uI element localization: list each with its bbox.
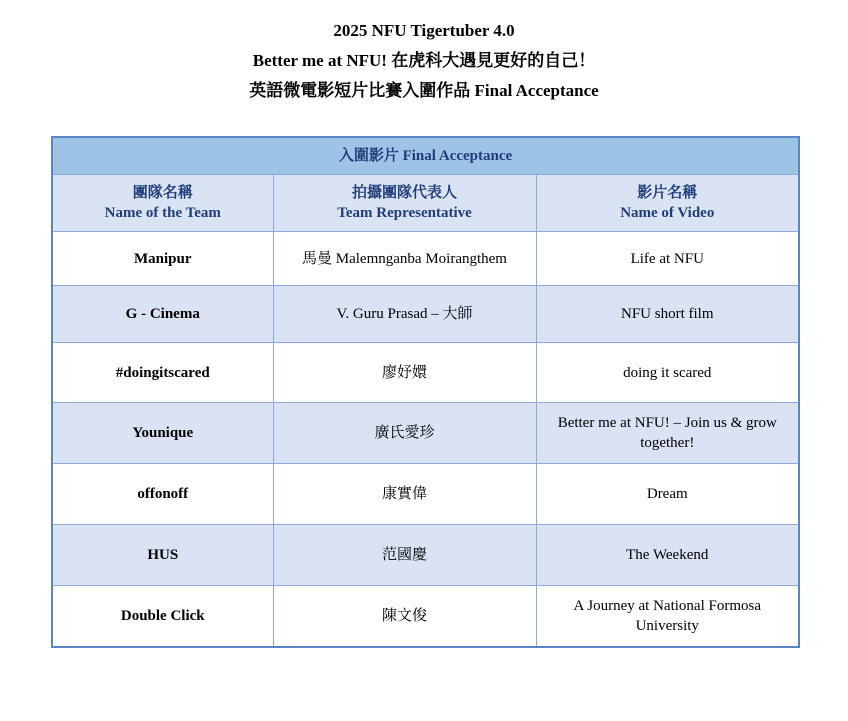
team-name-cell: Manipur (52, 232, 273, 286)
table-row (52, 525, 799, 586)
table-row (52, 232, 799, 286)
column-header-en: Team Representative (337, 205, 472, 221)
table-row (52, 586, 799, 647)
event-title: 2025 NFU Tigertuber 4.0 (333, 21, 515, 40)
video-name-cell: Better me at NFU! – Join us & grow together! (536, 403, 799, 464)
table-header-row (52, 175, 799, 232)
representative-cell: 陳文俊 (273, 586, 536, 647)
table-row (52, 343, 799, 403)
finalists-table (51, 136, 800, 648)
team-name-cell: Double Click (52, 586, 273, 647)
team-name-cell: HUS (52, 525, 273, 586)
column-header-en: Name of Video (620, 205, 715, 221)
table-title-row (52, 137, 799, 175)
representative-cell: 康實偉 (273, 464, 536, 525)
representative-cell: 范國慶 (273, 525, 536, 586)
column-header-representative (273, 175, 536, 232)
representative-cell: V. Guru Prasad – 大師 (273, 286, 536, 343)
competition-subtitle: 英語微電影短片比賽入圍作品 Final Acceptance (249, 81, 599, 100)
column-header-zh: 拍攝團隊代表人 (351, 185, 457, 201)
column-header-zh: 影片名稱 (637, 185, 698, 201)
table-row (52, 464, 799, 525)
team-name-cell: #doingitscared (52, 343, 273, 403)
event-slogan: Better me at NFU! 在虎科大遇見更好的自己！ (252, 51, 596, 70)
video-name-cell: NFU short film (536, 286, 799, 343)
representative-cell: 廣氏愛珍 (273, 403, 536, 464)
video-name-cell: The Weekend (536, 525, 799, 586)
video-name-cell: A Journey at National Formosa University (536, 586, 799, 647)
video-name-cell: doing it scared (536, 343, 799, 403)
column-header-video (536, 175, 799, 232)
table-title: 入圍影片 Final Acceptance (52, 137, 799, 175)
video-name-cell: Life at NFU (536, 232, 799, 286)
representative-cell: 馬曼 Malemnganba Moirangthem (273, 232, 536, 286)
team-name-cell: Younique (52, 403, 273, 464)
table-row (52, 286, 799, 343)
column-header-en: Name of the Team (104, 205, 221, 221)
page-header (0, 22, 848, 99)
column-header-zh: 團隊名稱 (132, 185, 193, 201)
video-name-cell: Dream (536, 464, 799, 525)
team-name-cell: G - Cinema (52, 286, 273, 343)
column-header-team (52, 175, 273, 232)
table-row (52, 403, 799, 464)
team-name-cell: offonoff (52, 464, 273, 525)
representative-cell: 廖妤嬛 (273, 343, 536, 403)
